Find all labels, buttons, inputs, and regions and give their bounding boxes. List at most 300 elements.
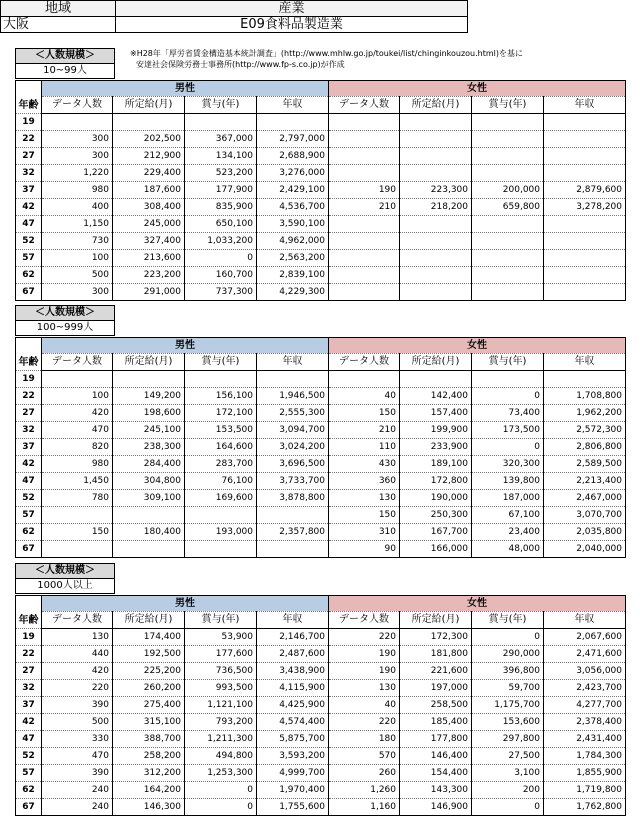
value-cell xyxy=(329,148,400,165)
value-cell: 1,855,900 xyxy=(544,765,626,782)
column-header-bonus: 賞与(年) xyxy=(472,97,544,114)
age-cell: 62 xyxy=(16,267,42,284)
value-cell: 134,100 xyxy=(185,148,257,165)
value-cell xyxy=(472,371,544,388)
value-cell: 220 xyxy=(42,680,113,697)
value-cell xyxy=(257,114,329,131)
value-cell: 320,300 xyxy=(472,456,544,473)
value-cell: 2,378,400 xyxy=(544,714,626,731)
value-cell: 40 xyxy=(329,388,400,405)
age-cell: 22 xyxy=(16,131,42,148)
male-group-header: 男性 xyxy=(42,596,329,612)
value-cell xyxy=(400,148,472,165)
table-row xyxy=(16,114,626,131)
value-cell: 233,900 xyxy=(400,439,472,456)
value-cell: 500 xyxy=(42,267,113,284)
value-cell: 180,400 xyxy=(113,524,185,541)
value-cell: 164,600 xyxy=(185,439,257,456)
age-cell: 62 xyxy=(16,524,42,541)
value-cell: 2,431,400 xyxy=(544,731,626,748)
value-cell: 90 xyxy=(329,541,400,558)
value-cell: 0 xyxy=(472,629,544,646)
value-cell: 1,755,600 xyxy=(257,799,329,816)
value-cell xyxy=(472,284,544,301)
value-cell xyxy=(329,250,400,267)
value-cell: 2,035,800 xyxy=(544,524,626,541)
value-cell: 238,300 xyxy=(113,439,185,456)
female-group-header: 女性 xyxy=(329,338,626,354)
value-cell: 223,300 xyxy=(400,182,472,199)
value-cell: 420 xyxy=(42,663,113,680)
value-cell: 2,467,000 xyxy=(544,490,626,507)
column-header-annual: 年収 xyxy=(544,97,626,114)
value-cell: 40 xyxy=(329,697,400,714)
value-cell: 258,500 xyxy=(400,697,472,714)
table-row xyxy=(16,388,626,405)
value-cell: 210 xyxy=(329,422,400,439)
value-cell xyxy=(544,216,626,233)
value-cell xyxy=(472,250,544,267)
value-cell: 100 xyxy=(42,388,113,405)
age-cell: 52 xyxy=(16,748,42,765)
table-row xyxy=(16,731,626,748)
value-cell: 200 xyxy=(472,782,544,799)
value-cell: 0 xyxy=(185,782,257,799)
value-cell: 185,400 xyxy=(400,714,472,731)
value-cell: 258,200 xyxy=(113,748,185,765)
value-cell: 202,500 xyxy=(113,131,185,148)
age-cell: 52 xyxy=(16,233,42,250)
age-cell: 37 xyxy=(16,182,42,199)
value-cell: 153,500 xyxy=(185,422,257,439)
value-cell: 993,500 xyxy=(185,680,257,697)
value-cell: 245,000 xyxy=(113,216,185,233)
age-cell: 37 xyxy=(16,697,42,714)
value-cell xyxy=(544,250,626,267)
value-cell: 169,600 xyxy=(185,490,257,507)
value-cell: 2,688,900 xyxy=(257,148,329,165)
value-cell xyxy=(329,284,400,301)
value-cell: 225,200 xyxy=(113,663,185,680)
value-cell: 308,400 xyxy=(113,199,185,216)
value-cell: 0 xyxy=(472,439,544,456)
industry-label: 産業 xyxy=(116,1,468,17)
value-cell: 470 xyxy=(42,748,113,765)
size-label: 100~999人 xyxy=(15,320,115,336)
column-header-count: データ人数 xyxy=(42,612,113,629)
value-cell: 100 xyxy=(42,250,113,267)
value-cell: 4,536,700 xyxy=(257,199,329,216)
age-cell: 32 xyxy=(16,680,42,697)
value-cell xyxy=(472,165,544,182)
value-cell xyxy=(329,131,400,148)
value-cell xyxy=(185,541,257,558)
value-cell: 2,429,100 xyxy=(257,182,329,199)
column-header-annual: 年収 xyxy=(257,612,329,629)
male-group-header: 男性 xyxy=(42,81,329,97)
value-cell xyxy=(42,507,113,524)
value-cell: 3,593,200 xyxy=(257,748,329,765)
table-row xyxy=(16,765,626,782)
value-cell: 146,300 xyxy=(113,799,185,816)
value-cell: 1,260 xyxy=(329,782,400,799)
value-cell: 212,900 xyxy=(113,148,185,165)
value-cell: 440 xyxy=(42,646,113,663)
value-cell: 388,700 xyxy=(113,731,185,748)
column-header-monthly: 所定給(月) xyxy=(400,97,472,114)
value-cell: 3,100 xyxy=(472,765,544,782)
value-cell: 300 xyxy=(42,131,113,148)
value-cell: 166,000 xyxy=(400,541,472,558)
value-cell: 199,900 xyxy=(400,422,472,439)
value-cell: 1,970,400 xyxy=(257,782,329,799)
age-header: 年齢 xyxy=(16,596,42,629)
table-row xyxy=(16,250,626,267)
value-cell: 221,600 xyxy=(400,663,472,680)
value-cell: 213,600 xyxy=(113,250,185,267)
wage-table xyxy=(15,595,626,816)
value-cell: 1,175,700 xyxy=(472,697,544,714)
column-header-count: データ人数 xyxy=(42,97,113,114)
value-cell: 181,800 xyxy=(400,646,472,663)
value-cell: 260 xyxy=(329,765,400,782)
value-cell: 300 xyxy=(42,148,113,165)
value-cell: 2,213,400 xyxy=(544,473,626,490)
age-cell: 47 xyxy=(16,216,42,233)
value-cell xyxy=(113,507,185,524)
value-cell: 2,357,800 xyxy=(257,524,329,541)
age-cell: 57 xyxy=(16,250,42,267)
value-cell: 130 xyxy=(329,680,400,697)
value-cell: 3,438,900 xyxy=(257,663,329,680)
age-cell: 52 xyxy=(16,490,42,507)
value-cell: 223,200 xyxy=(113,267,185,284)
value-cell: 310 xyxy=(329,524,400,541)
value-cell xyxy=(472,131,544,148)
value-cell: 4,574,400 xyxy=(257,714,329,731)
value-cell: 470 xyxy=(42,422,113,439)
value-cell xyxy=(400,371,472,388)
value-cell: 3,278,200 xyxy=(544,199,626,216)
value-cell xyxy=(257,371,329,388)
column-header-bonus: 賞与(年) xyxy=(185,97,257,114)
value-cell: 189,100 xyxy=(400,456,472,473)
value-cell: 142,400 xyxy=(400,388,472,405)
value-cell: 1,946,500 xyxy=(257,388,329,405)
value-cell: 3,024,200 xyxy=(257,439,329,456)
age-cell: 32 xyxy=(16,422,42,439)
value-cell: 154,400 xyxy=(400,765,472,782)
age-cell: 47 xyxy=(16,473,42,490)
size-badge: ＜人数規模＞ xyxy=(15,305,115,321)
header-table xyxy=(0,0,468,33)
value-cell xyxy=(329,165,400,182)
value-cell: 177,600 xyxy=(185,646,257,663)
value-cell xyxy=(42,541,113,558)
value-cell: 153,600 xyxy=(472,714,544,731)
table-row xyxy=(16,524,626,541)
age-cell: 19 xyxy=(16,114,42,131)
value-cell: 3,276,000 xyxy=(257,165,329,182)
value-cell xyxy=(544,284,626,301)
value-cell xyxy=(400,284,472,301)
value-cell: 2,797,000 xyxy=(257,131,329,148)
value-cell: 240 xyxy=(42,782,113,799)
table-row xyxy=(16,541,626,558)
value-cell xyxy=(400,250,472,267)
value-cell: 3,878,800 xyxy=(257,490,329,507)
value-cell: 315,100 xyxy=(113,714,185,731)
value-cell: 48,000 xyxy=(472,541,544,558)
value-cell: 143,300 xyxy=(400,782,472,799)
value-cell: 218,200 xyxy=(400,199,472,216)
column-header-monthly: 所定給(月) xyxy=(113,612,185,629)
value-cell: 2,423,700 xyxy=(544,680,626,697)
value-cell: 0 xyxy=(472,388,544,405)
value-cell: 4,115,900 xyxy=(257,680,329,697)
value-cell xyxy=(472,233,544,250)
value-cell: 3,590,100 xyxy=(257,216,329,233)
value-cell xyxy=(113,371,185,388)
table-row xyxy=(16,663,626,680)
value-cell: 2,487,600 xyxy=(257,646,329,663)
value-cell: 27,500 xyxy=(472,748,544,765)
age-header: 年齢 xyxy=(16,338,42,371)
value-cell xyxy=(544,148,626,165)
age-cell: 57 xyxy=(16,765,42,782)
column-header-monthly: 所定給(月) xyxy=(400,612,472,629)
table-row xyxy=(16,131,626,148)
value-cell: 172,100 xyxy=(185,405,257,422)
value-cell: 192,500 xyxy=(113,646,185,663)
table-row xyxy=(16,165,626,182)
table-row xyxy=(16,714,626,731)
value-cell: 160,700 xyxy=(185,267,257,284)
value-cell: 1,211,300 xyxy=(185,731,257,748)
male-group-header: 男性 xyxy=(42,338,329,354)
table-row xyxy=(16,456,626,473)
value-cell: 146,400 xyxy=(400,748,472,765)
value-cell: 250,300 xyxy=(400,507,472,524)
value-cell: 0 xyxy=(472,799,544,816)
value-cell: 240 xyxy=(42,799,113,816)
value-cell: 275,400 xyxy=(113,697,185,714)
value-cell xyxy=(329,233,400,250)
value-cell: 172,800 xyxy=(400,473,472,490)
table-row xyxy=(16,646,626,663)
value-cell: 190,000 xyxy=(400,490,472,507)
table-row xyxy=(16,697,626,714)
value-cell: 260,200 xyxy=(113,680,185,697)
column-header-annual: 年収 xyxy=(544,354,626,371)
value-cell: 300 xyxy=(42,284,113,301)
value-cell: 297,800 xyxy=(472,731,544,748)
value-cell: 2,563,200 xyxy=(257,250,329,267)
wage-table xyxy=(15,337,626,558)
region-value: 大阪 xyxy=(1,17,116,33)
value-cell: 309,100 xyxy=(113,490,185,507)
value-cell: 523,200 xyxy=(185,165,257,182)
industry-value: E09食料品製造業 xyxy=(116,17,468,33)
value-cell: 4,962,000 xyxy=(257,233,329,250)
value-cell: 156,100 xyxy=(185,388,257,405)
value-cell xyxy=(329,267,400,284)
value-cell: 139,800 xyxy=(472,473,544,490)
value-cell: 2,589,500 xyxy=(544,456,626,473)
value-cell: 1,220 xyxy=(42,165,113,182)
column-header-count: データ人数 xyxy=(42,354,113,371)
region-label: 地域 xyxy=(1,1,116,17)
table-row xyxy=(16,216,626,233)
value-cell: 420 xyxy=(42,405,113,422)
age-cell: 27 xyxy=(16,405,42,422)
value-cell: 150 xyxy=(329,507,400,524)
value-cell: 130 xyxy=(42,629,113,646)
value-cell: 2,471,600 xyxy=(544,646,626,663)
table-row xyxy=(16,473,626,490)
age-cell: 67 xyxy=(16,799,42,816)
value-cell: 1,450 xyxy=(42,473,113,490)
value-cell: 730 xyxy=(42,233,113,250)
value-cell: 820 xyxy=(42,439,113,456)
size-label: 10~99人 xyxy=(15,63,115,79)
value-cell: 3,056,000 xyxy=(544,663,626,680)
value-cell xyxy=(329,371,400,388)
age-header: 年齢 xyxy=(16,81,42,114)
value-cell: 1,962,200 xyxy=(544,405,626,422)
column-header-bonus: 賞与(年) xyxy=(185,354,257,371)
value-cell xyxy=(400,233,472,250)
value-cell: 494,800 xyxy=(185,748,257,765)
value-cell: 198,600 xyxy=(113,405,185,422)
value-cell: 1,121,100 xyxy=(185,697,257,714)
value-cell: 1,719,800 xyxy=(544,782,626,799)
wage-table xyxy=(15,80,626,301)
value-cell: 245,100 xyxy=(113,422,185,439)
table-row xyxy=(16,233,626,250)
age-cell: 19 xyxy=(16,629,42,646)
age-cell: 42 xyxy=(16,199,42,216)
value-cell: 1,033,200 xyxy=(185,233,257,250)
age-cell: 57 xyxy=(16,507,42,524)
value-cell: 177,800 xyxy=(400,731,472,748)
value-cell: 76,100 xyxy=(185,473,257,490)
value-cell: 400 xyxy=(42,199,113,216)
source-note: ※H28年「厚労省賃金構造基本統計調査」(http://www.mhlw.go.jp/toukei/list/chinginkouzou.html)を基に 安達社会保険労務士事務所(http://www.fp-s.co.jp)が作成 xyxy=(130,49,524,69)
age-cell: 22 xyxy=(16,388,42,405)
value-cell: 283,700 xyxy=(185,456,257,473)
table-row xyxy=(16,490,626,507)
value-cell: 164,200 xyxy=(113,782,185,799)
value-cell: 173,500 xyxy=(472,422,544,439)
value-cell: 59,700 xyxy=(472,680,544,697)
value-cell: 1,253,300 xyxy=(185,765,257,782)
age-cell: 19 xyxy=(16,371,42,388)
value-cell: 327,400 xyxy=(113,233,185,250)
column-header-annual: 年収 xyxy=(257,354,329,371)
value-cell: 177,900 xyxy=(185,182,257,199)
value-cell: 190 xyxy=(329,182,400,199)
value-cell: 291,000 xyxy=(113,284,185,301)
value-cell: 793,200 xyxy=(185,714,257,731)
value-cell: 110 xyxy=(329,439,400,456)
column-header-monthly: 所定給(月) xyxy=(113,97,185,114)
value-cell xyxy=(472,267,544,284)
value-cell: 146,900 xyxy=(400,799,472,816)
age-cell: 67 xyxy=(16,541,42,558)
size-badge: ＜人数規模＞ xyxy=(15,563,115,579)
value-cell: 367,000 xyxy=(185,131,257,148)
value-cell xyxy=(185,114,257,131)
value-cell: 500 xyxy=(42,714,113,731)
value-cell: 2,555,300 xyxy=(257,405,329,422)
value-cell xyxy=(544,114,626,131)
age-cell: 27 xyxy=(16,663,42,680)
column-header-annual: 年収 xyxy=(257,97,329,114)
table-row xyxy=(16,405,626,422)
value-cell: 174,400 xyxy=(113,629,185,646)
value-cell: 220 xyxy=(329,629,400,646)
value-cell xyxy=(472,216,544,233)
table-row xyxy=(16,680,626,697)
value-cell: 53,900 xyxy=(185,629,257,646)
value-cell: 396,800 xyxy=(472,663,544,680)
value-cell: 2,067,600 xyxy=(544,629,626,646)
table-row xyxy=(16,507,626,524)
value-cell xyxy=(400,114,472,131)
value-cell: 1,150 xyxy=(42,216,113,233)
table-row xyxy=(16,422,626,439)
value-cell: 650,100 xyxy=(185,216,257,233)
value-cell: 200,000 xyxy=(472,182,544,199)
value-cell xyxy=(472,148,544,165)
column-header-monthly: 所定給(月) xyxy=(113,354,185,371)
value-cell: 835,900 xyxy=(185,199,257,216)
value-cell: 187,000 xyxy=(472,490,544,507)
value-cell xyxy=(113,114,185,131)
value-cell: 659,800 xyxy=(472,199,544,216)
value-cell: 736,500 xyxy=(185,663,257,680)
female-group-header: 女性 xyxy=(329,81,626,97)
value-cell: 330 xyxy=(42,731,113,748)
age-cell: 27 xyxy=(16,148,42,165)
value-cell: 1,160 xyxy=(329,799,400,816)
value-cell: 1,762,800 xyxy=(544,799,626,816)
value-cell xyxy=(400,165,472,182)
value-cell xyxy=(544,131,626,148)
value-cell: 197,000 xyxy=(400,680,472,697)
value-cell: 4,425,900 xyxy=(257,697,329,714)
value-cell: 1,784,300 xyxy=(544,748,626,765)
table-row xyxy=(16,371,626,388)
age-cell: 42 xyxy=(16,456,42,473)
value-cell xyxy=(544,371,626,388)
value-cell: 190 xyxy=(329,646,400,663)
value-cell: 2,839,100 xyxy=(257,267,329,284)
value-cell xyxy=(42,371,113,388)
value-cell: 290,000 xyxy=(472,646,544,663)
value-cell: 570 xyxy=(329,748,400,765)
column-header-annual: 年収 xyxy=(544,612,626,629)
column-header-bonus: 賞与(年) xyxy=(185,612,257,629)
column-header-count: データ人数 xyxy=(329,612,400,629)
value-cell: 2,572,300 xyxy=(544,422,626,439)
value-cell: 190 xyxy=(329,663,400,680)
value-cell: 220 xyxy=(329,714,400,731)
value-cell xyxy=(400,216,472,233)
size-badge: ＜人数規模＞ xyxy=(15,48,115,64)
value-cell: 312,200 xyxy=(113,765,185,782)
